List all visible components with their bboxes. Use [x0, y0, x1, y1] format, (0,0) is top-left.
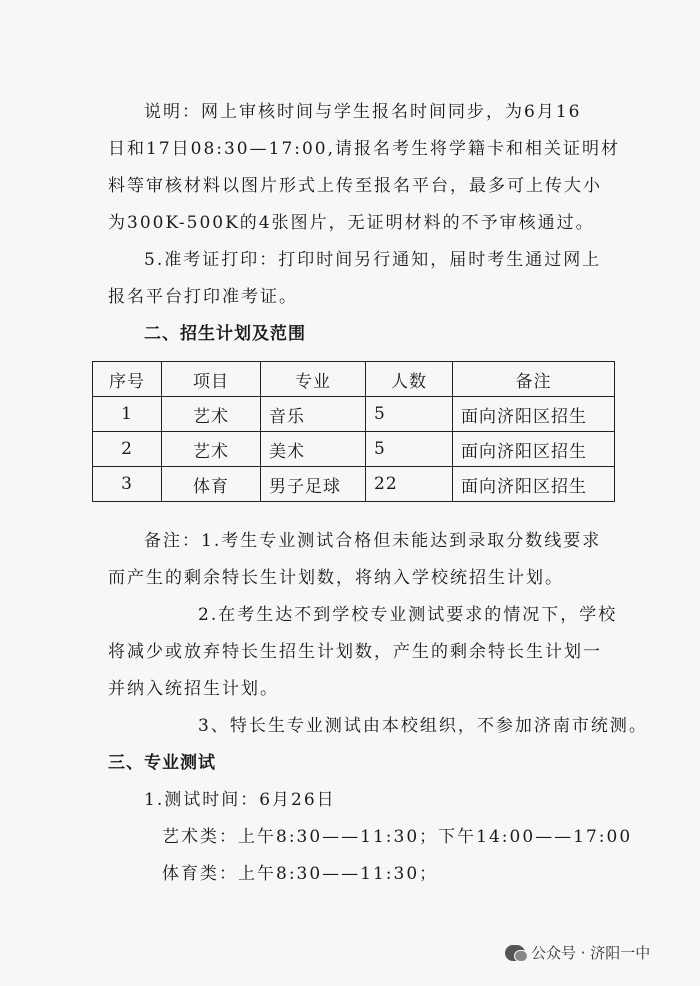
- paragraph1-line1: 说明：网上审核时间与学生报名时间同步，为6月16: [144, 102, 582, 122]
- cell-remark: 面向济阳区招生: [453, 467, 615, 502]
- item5-line2: 报名平台打印准考证。: [108, 287, 298, 307]
- paragraph1-line2: 日和17日08:30—17:00,请报名考生将学籍卡和相关证明材: [108, 139, 621, 159]
- cell-major: 美术: [261, 432, 366, 467]
- wechat-icon: [505, 945, 525, 961]
- header-index: 序号: [93, 362, 162, 397]
- table-row: [93, 467, 615, 502]
- table-row: [93, 397, 615, 432]
- section3-heading: 三、专业测试: [108, 753, 216, 773]
- cell-remark: 面向济阳区招生: [453, 397, 615, 432]
- note1-line2: 而产生的剩余特长生计划数，将纳入学校统招生计划。: [108, 568, 564, 588]
- cell-count: 22: [366, 467, 453, 502]
- test-sports-line: 体育类：上午8:30——11:30；: [162, 864, 439, 884]
- paragraph1-line4: 为300K-500K的4张图片，无证明材料的不予审核通过。: [108, 213, 595, 233]
- test-time-line: 1.测试时间：6月26日: [144, 790, 336, 810]
- cell-major: 男子足球: [261, 467, 366, 502]
- header-remark: 备注: [453, 362, 615, 397]
- header-count: 人数: [366, 362, 453, 397]
- cell-item: 体育: [162, 467, 261, 502]
- cell-item: 艺术: [162, 397, 261, 432]
- note2-line1: 2.在考生达不到学校专业测试要求的情况下，学校: [198, 605, 618, 625]
- item5-line1: 5.准考证打印：打印时间另行通知，届时考生通过网上: [144, 250, 602, 270]
- note3-line: 3、特长生专业测试由本校组织，不参加济南市统测。: [198, 716, 648, 736]
- test-art-line: 艺术类：上午8:30——11:30；下午14:00——17:00: [162, 827, 633, 847]
- cell-remark: 面向济阳区招生: [453, 432, 615, 467]
- cell-index: 2: [93, 432, 162, 467]
- cell-count: 5: [366, 432, 453, 467]
- table-row: [93, 432, 615, 467]
- plan-table: [92, 361, 615, 502]
- cell-item: 艺术: [162, 432, 261, 467]
- note2-line2: 将减少或放弃特长生招生计划数，产生的剩余特长生计划一: [108, 642, 602, 662]
- cell-index: 3: [93, 467, 162, 502]
- cell-major: 音乐: [261, 397, 366, 432]
- table-header-row: [93, 362, 615, 397]
- watermark-text: 公众号 · 济阳一中: [531, 944, 651, 962]
- paragraph1-line3: 料等审核材料以图片形式上传至报名平台，最多可上传大小: [108, 176, 602, 196]
- cell-count: 5: [366, 397, 453, 432]
- cell-index: 1: [93, 397, 162, 432]
- section2-heading: 二、招生计划及范围: [144, 324, 306, 344]
- note2-line3: 并纳入统招生计划。: [108, 679, 279, 699]
- header-item: 项目: [162, 362, 261, 397]
- watermark: [505, 942, 650, 963]
- header-major: 专业: [261, 362, 366, 397]
- note1-line1: 备注：1.考生专业测试合格但未能达到录取分数线要求: [144, 531, 602, 551]
